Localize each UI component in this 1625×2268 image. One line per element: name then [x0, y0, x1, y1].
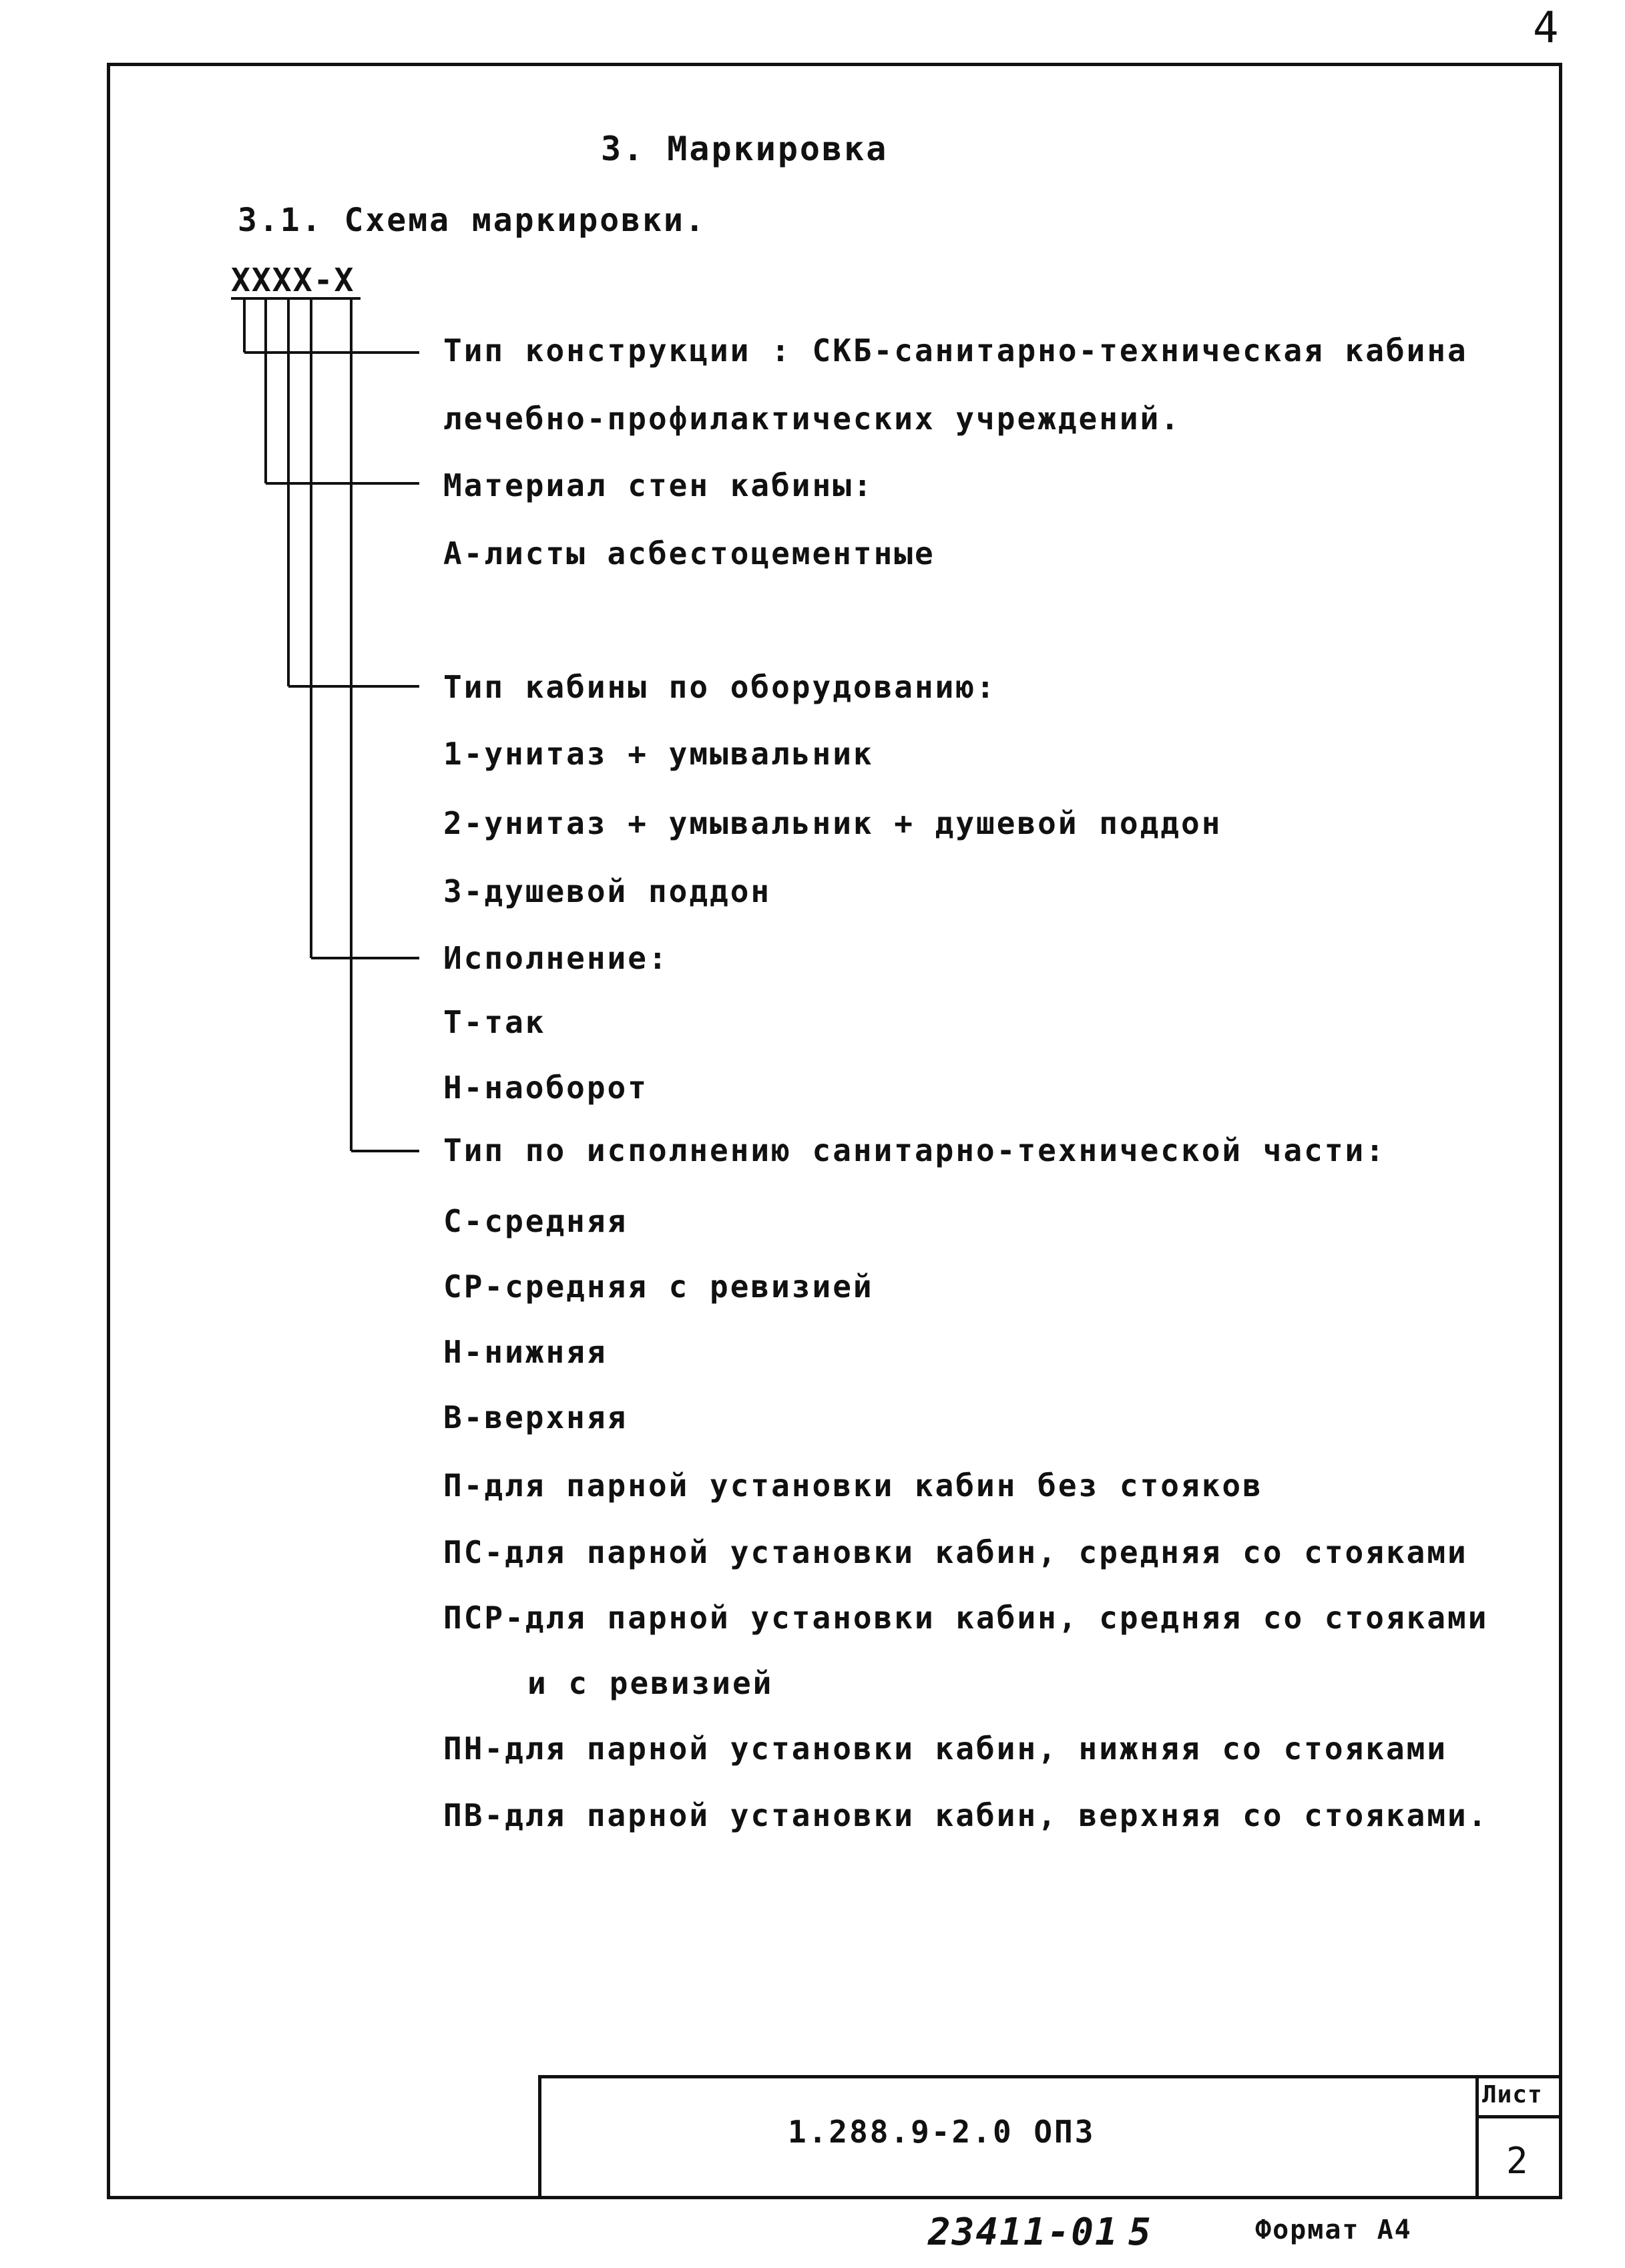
- schema-line: 2-унитаз + умывальник + душевой поддон: [443, 805, 1222, 841]
- schema-line: А-листы асбестоцементные: [443, 535, 935, 572]
- schema-line: Н-нижняя: [443, 1334, 608, 1370]
- schema-line: П-для парной установки кабин без стояков: [443, 1467, 1263, 1504]
- sheet-label: Лист: [1482, 2081, 1543, 2108]
- schema-line: В-верхняя: [443, 1399, 628, 1435]
- schema-line: ПСР-для парной установки кабин, средняя со стояками: [443, 1600, 1489, 1636]
- schema-line: и с ревизией: [527, 1665, 774, 1701]
- schema-line: Исполнение:: [443, 940, 669, 976]
- schema-line: ПВ-для парной установки кабин, верхняя со стояками.: [443, 1797, 1489, 1833]
- schema-line: Тип по исполнению санитарно-технической части:: [443, 1132, 1386, 1168]
- schema-line: Тип кабины по оборудованию:: [443, 669, 997, 705]
- format-label: Формат А4: [1255, 2215, 1412, 2245]
- schema-line: 3-душевой поддон: [443, 873, 772, 909]
- schema-line: 1-унитаз + умывальник: [443, 736, 874, 772]
- schema-line: СР-средняя с ревизией: [443, 1269, 874, 1305]
- schema-line: Материал стен кабины:: [443, 467, 874, 503]
- schema-line: Н-наоборот: [443, 1070, 648, 1106]
- title-block-sheet-divider: [1475, 2115, 1562, 2118]
- schema-line: лечебно-профилактических учреждений.: [443, 401, 1181, 437]
- sheet-number: 2: [1506, 2140, 1528, 2182]
- schema-line: Тип конструкции : СКБ-санитарно-техническая кабина: [443, 332, 1468, 369]
- schema-line: ПС-для парной установки кабин, средняя со стояками: [443, 1534, 1468, 1570]
- document-designation: 1.288.9-2.0 ОПЗ: [788, 2114, 1096, 2150]
- section-title: 3. Маркировка: [601, 130, 889, 168]
- subsection-title: 3.1. Схема маркировки.: [238, 202, 706, 239]
- page-number: 4: [1533, 3, 1559, 53]
- marking-code: ХХХХ-Х: [231, 262, 355, 299]
- inventory-number: 23411-01: [928, 2211, 1119, 2254]
- schema-line: ПН-для парной установки кабин, нижняя со стояками: [443, 1731, 1448, 1767]
- schema-line: Т-так: [443, 1004, 546, 1040]
- schema-line: С-средняя: [443, 1203, 628, 1239]
- inventory-suffix: 5: [1128, 2211, 1151, 2254]
